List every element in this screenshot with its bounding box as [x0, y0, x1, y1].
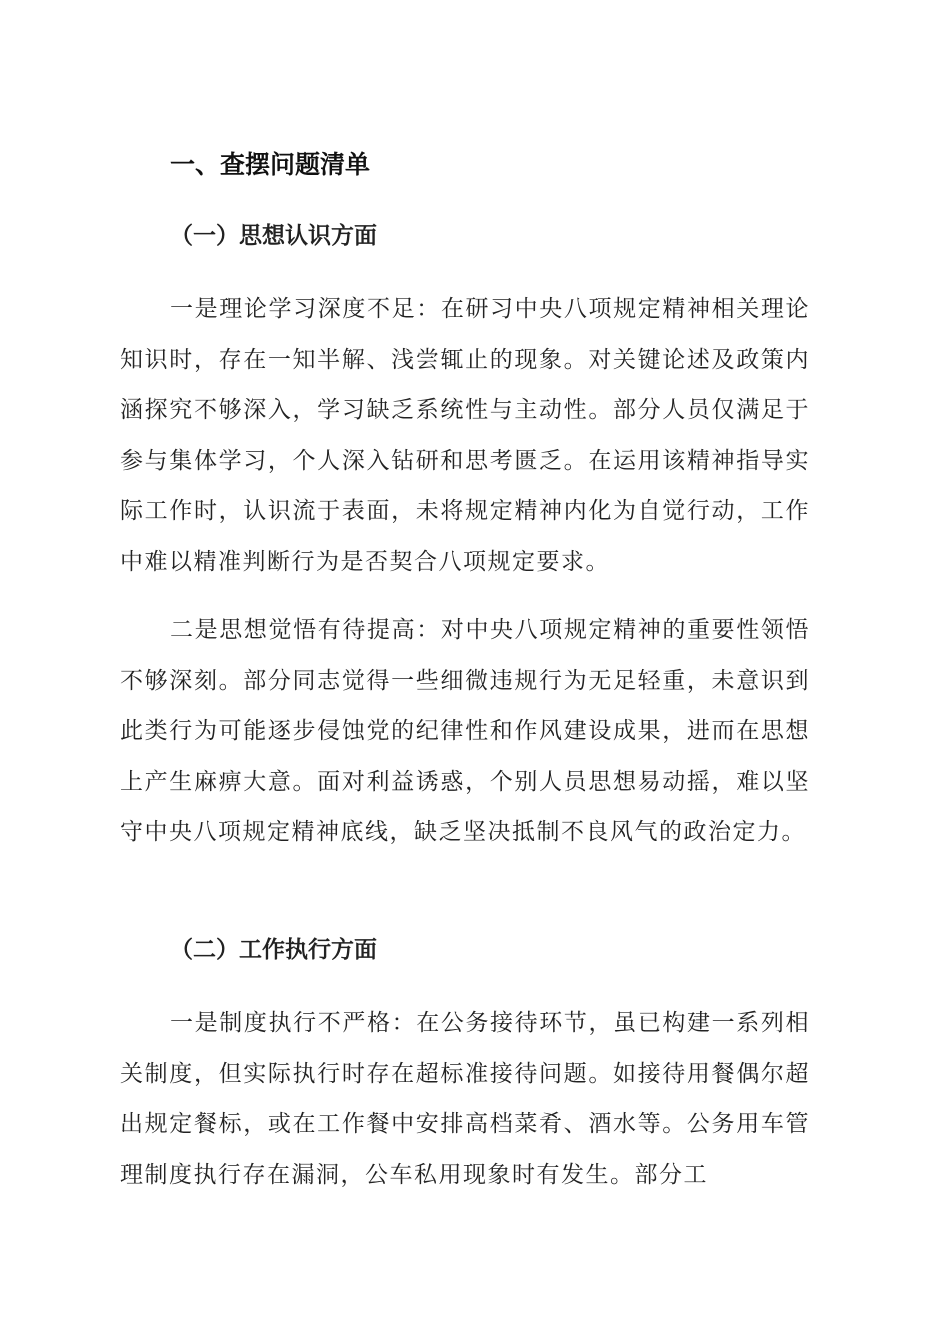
section-title-execution: （二）工作执行方面 — [170, 936, 377, 963]
section-title-thinking: （一）思想认识方面 — [170, 222, 377, 249]
document-heading: 一、查摆问题清单 — [170, 150, 371, 179]
paragraph-system-execution: 一是制度执行不严格：在公务接待环节，虽已构建一系列相关制度，但实际执行时存在超标准接待问题。如接待用餐偶尔超出规定餐标，或在工作餐中安排高档菜肴、酒水等。公务用车管理制度执行存在漏洞，公车私用现象时有发生。部分工 — [120, 1010, 810, 1188]
paragraph-ideological-awareness: 二是思想觉悟有待提高：对中央八项规定精神的重要性领悟不够深刻。部分同志觉得一些细微违规行为无足轻重，未意识到此类行为可能逐步侵蚀党的纪律性和作风建设成果，进而在思想上产生麻痹大意。面对利益诱惑，个别人员思想易动摇，难以坚守中央八项规定精神底线，缺乏坚决抵制不良风气的政治定力。 — [120, 617, 810, 845]
paragraph-theory-study: 一是理论学习深度不足：在研习中央八项规定精神相关理论知识时，存在一知半解、浅尝辄止的现象。对关键论述及政策内涵探究不够深入，学习缺乏系统性与主动性。部分人员仅满足于参与集体学习，个人深入钻研和思考匮乏。在运用该精神指导实际工作时，认识流于表面，未将规定精神内化为自觉行动，工作中难以精准判断行为是否契合八项规定要求。 — [120, 296, 810, 575]
